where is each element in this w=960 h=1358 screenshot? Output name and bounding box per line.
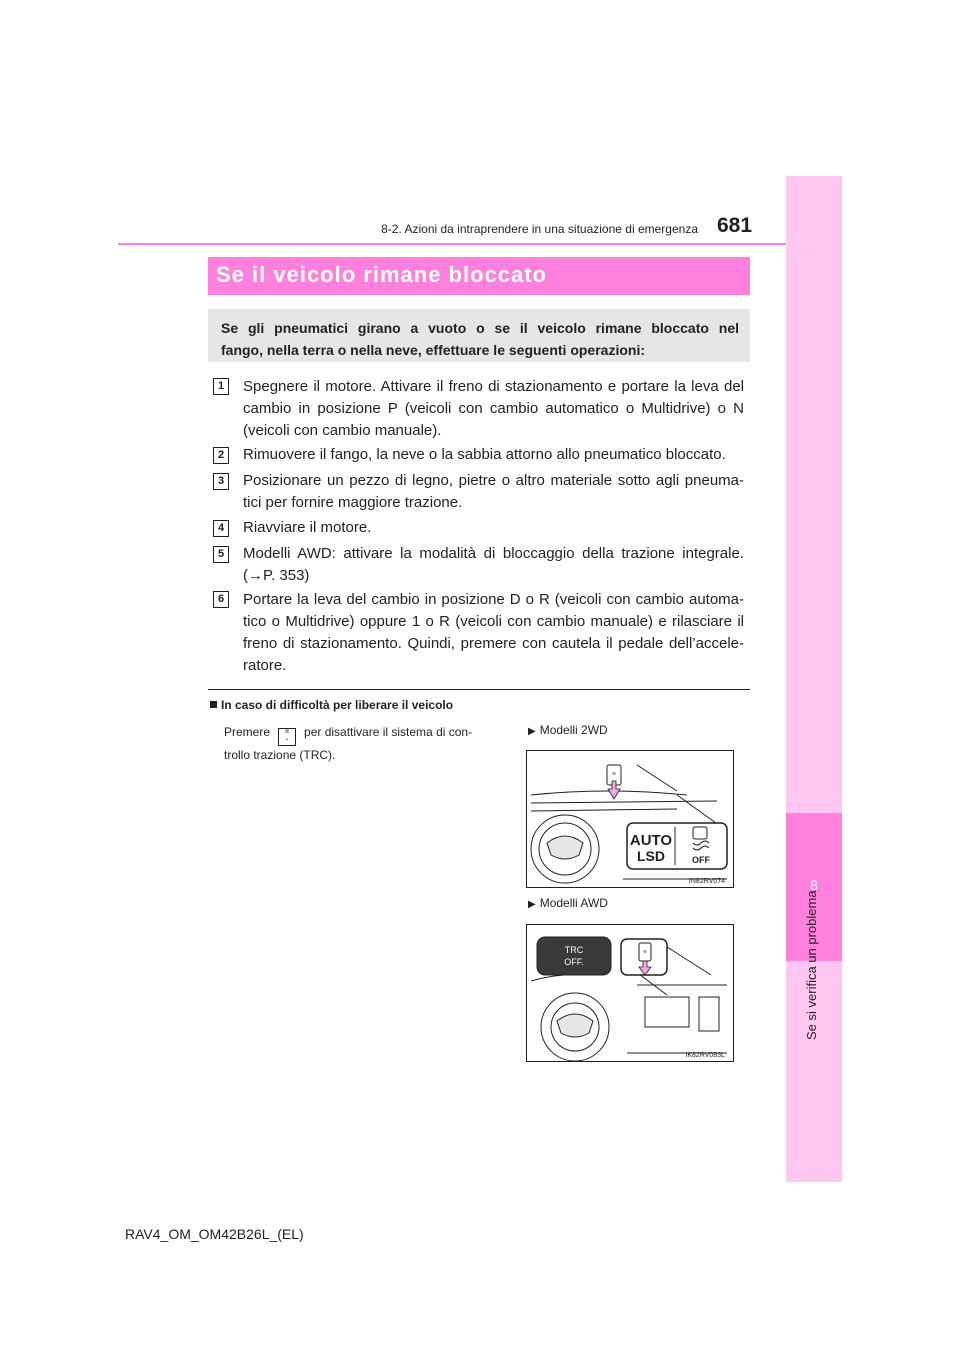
step-line: cambio in posizione P (veicoli con cambio automatico o Multidrive) o N (243, 400, 744, 417)
step-text (243, 517, 744, 539)
step-line: Spegnere il motore. Attivare il freno di stazionamento e portare la leva del (243, 378, 744, 395)
intro-line-1: Se gli pneumatici girano a vuoto o se il veicolo rimane bloccato nel (221, 320, 739, 336)
step-number: 6 (213, 591, 229, 608)
trc-off-indicator (537, 937, 611, 975)
intro-box (208, 309, 750, 362)
figure-label-awd (528, 896, 608, 910)
chapter-label: Se si verifica un problema (804, 890, 819, 1040)
subsection-heading-text: In caso di difficoltà per liberare il veicolo (221, 698, 454, 712)
trc-off-switch-icon: ≋ ⌄ (278, 728, 296, 746)
step-line: Rimuovere il fango, la neve o la sabbia attorno allo pneumatico bloccato. (243, 446, 726, 463)
square-bullet-icon (210, 701, 217, 708)
step-text (243, 543, 744, 587)
off-label: OFF (692, 855, 710, 865)
step-line: ratore. (243, 657, 287, 674)
step-line: (→P. 353) (243, 567, 310, 584)
figure-label-text: Modelli 2WD (539, 723, 608, 737)
subsection-heading (210, 698, 453, 712)
dashboard-2wd-illustration (527, 751, 733, 887)
step-text (243, 470, 744, 514)
svg-text:≋: ≋ (642, 949, 648, 955)
step-line: Posizionare un pezzo di legno, pietre o altro materiale sotto agli pneuma- (243, 472, 744, 489)
step-text (243, 589, 744, 677)
chapter-number: 8 (810, 877, 818, 893)
step-number: 3 (213, 473, 229, 490)
intro-line-2: fango, nella terra o nella neve, effettuare le seguenti operazioni: (221, 342, 645, 358)
step-line: Modelli AWD: attivare la modalità di bloccaggio della trazione integrale. (243, 545, 744, 562)
triangle-bullet-icon: ▶ (528, 726, 536, 737)
svg-text:≋: ≋ (611, 771, 617, 777)
step-line: Riavviare il motore. (243, 519, 372, 536)
step-line: tici per fornire maggiore trazione. (243, 494, 463, 511)
footer-code: RAV4_OM_OM42B26L_(EL) (125, 1226, 304, 1242)
triangle-bullet-icon: ▶ (528, 899, 536, 910)
figure-label-text: Modelli AWD (539, 896, 608, 910)
auto-label: AUTO (629, 832, 673, 849)
step-text (243, 376, 744, 442)
header-rule (118, 243, 786, 245)
step-line: Portare la leva del cambio in posizione D o R (veicoli con cambio automa- (243, 591, 744, 608)
intro-text (221, 317, 739, 361)
body-text-before: Premere (224, 725, 271, 739)
page-number: 681 (717, 214, 753, 237)
step-line: (veicoli con cambio manuale). (243, 422, 442, 439)
figure-2wd (526, 750, 734, 888)
step-number: 5 (213, 546, 229, 563)
body-text-line2: trollo trazione (TRC). (224, 748, 336, 762)
subsection-body (224, 723, 506, 765)
figure-label-2wd (528, 723, 608, 737)
step-text (243, 444, 744, 466)
section-divider (208, 689, 750, 690)
step-number: 4 (213, 520, 229, 537)
dashboard-awd-illustration (527, 925, 733, 1061)
section-header: 8-2. Azioni da intraprendere in una situazione di emergenza (381, 222, 698, 236)
off-text: OFF. (564, 957, 584, 967)
step-line: freno di stazionamento. Quindi, premere con cautela il pedale dell’accele- (243, 635, 744, 652)
step-number: 2 (213, 447, 229, 464)
step-line: tico o Multidrive) oppure 1 o R (veicoli con cambio manuale) e rilasciare il (243, 613, 744, 630)
section-title: Se il veicolo rimane bloccato (216, 262, 547, 287)
lsd-label: LSD (637, 848, 665, 864)
figure-code: IN82RV074 (688, 878, 725, 885)
section-title-bar (208, 257, 750, 295)
trc-text: TRC (564, 945, 584, 955)
figure-awd (526, 924, 734, 1062)
step-number: 1 (213, 378, 229, 395)
figure-code: IK82RV083L (685, 1052, 725, 1059)
body-text-after: per disattivare il sistema di con- (304, 725, 473, 739)
